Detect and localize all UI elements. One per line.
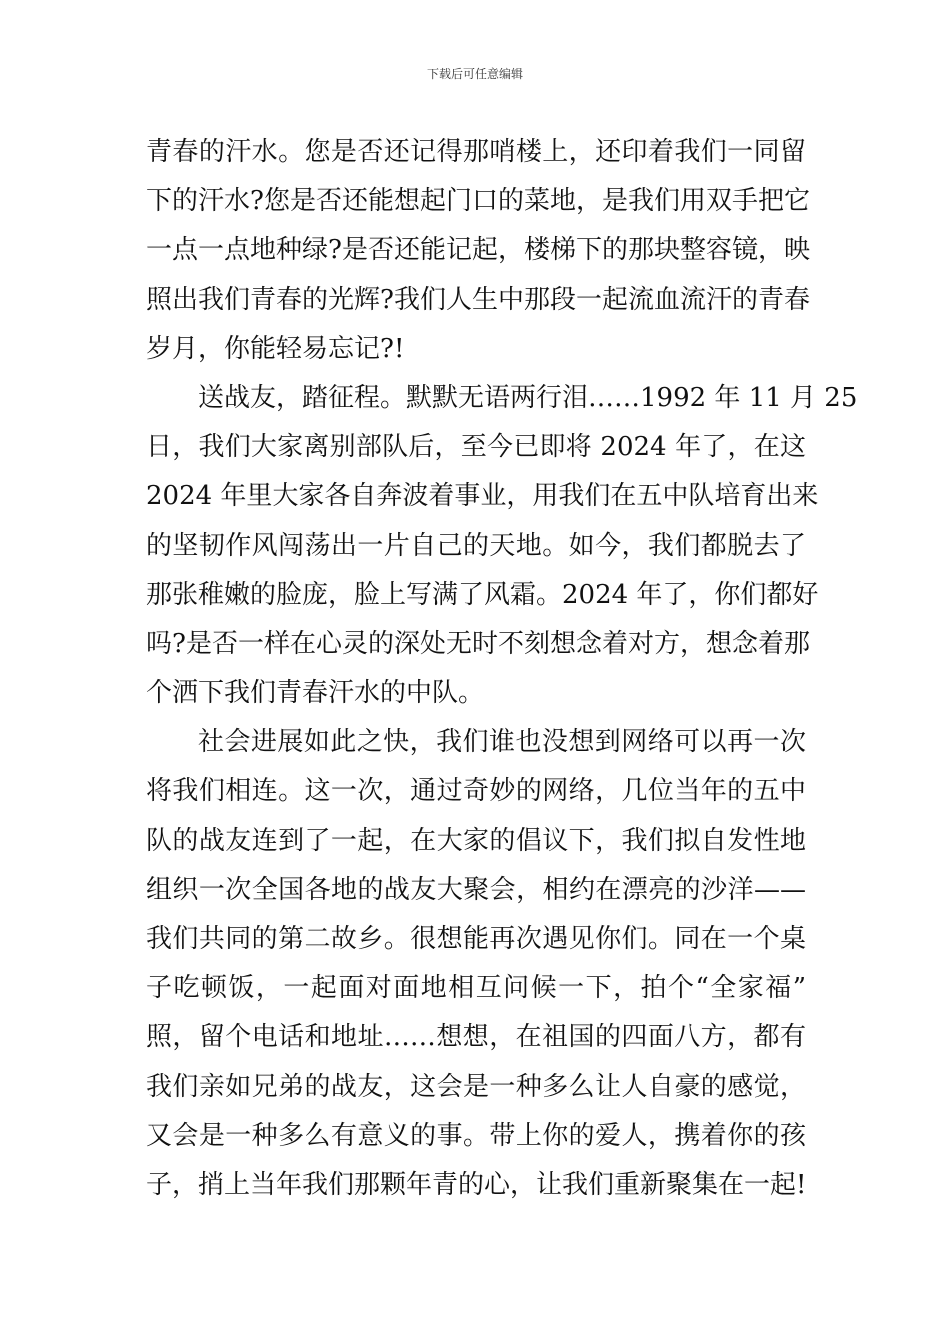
text-line: 子吃顿饭，一起面对面地相互问候一下，拍个“全家福” [146,973,806,1004]
text-line: 岁月，你能轻易忘记?! [146,333,405,364]
text-line: 吗?是否一样在心灵的深处无时不刻想念着对方，想念着那 [146,628,810,659]
text-line: 我们亲如兄弟的战友，这会是一种多么让人自豪的感觉， [146,1071,806,1102]
text-line: 又会是一种多么有意义的事。带上你的爱人，携着你的孩 [146,1120,806,1151]
text-line: 子，捎上当年我们那颗年青的心，让我们重新聚集在一起! [146,1169,807,1200]
text-line: 组织一次全国各地的战友大聚会，相约在漂亮的沙洋—— [146,874,806,905]
text-line: 将我们相连。这一次，通过奇妙的网络，几位当年的五中 [146,776,806,807]
page-header: 下载后可任意编辑 [426,67,523,81]
text-line: 一点一点地种绿?是否还能记起，楼梯下的那块整容镜，映 [146,235,810,266]
text-line: 队的战友连到了一起，在大家的倡议下，我们拟自发性地 [146,825,806,856]
text-line: 下的汗水?您是否还能想起门口的菜地，是我们用双手把它 [146,186,810,217]
paragraph [146,374,858,718]
text-line: 个洒下我们青春汗水的中队。 [146,678,485,709]
body-text [146,128,858,1210]
text-line: 2024 年里大家各自奔波着事业，用我们在五中队培育出来 [146,481,819,512]
text-line: 送战友，踏征程。默默无语两行泪……1992 年 11 月 25 [198,382,858,413]
text-line: 照，留个电话和地址……想想，在祖国的四面八方，都有 [146,1022,806,1053]
paragraph [146,718,806,1210]
text-line: 那张稚嫩的脸庞，脸上写满了风霜。2024 年了，你们都好 [146,579,819,610]
text-line: 日，我们大家离别部队后，至今已即将 2024 年了，在这 [146,432,806,463]
text-line: 的坚韧作风闯荡出一片自己的天地。如今，我们都脱去了 [146,530,806,561]
paragraph [146,128,810,374]
text-line: 青春的汗水。您是否还记得那哨楼上，还印着我们一同留 [146,137,806,167]
text-line: 社会进展如此之快，我们谁也没想到网络可以再一次 [198,727,806,758]
text-line: 我们共同的第二故乡。很想能再次遇见你们。同在一个桌 [146,924,806,954]
text-line: 照出我们青春的光辉?我们人生中那段一起流血流汗的青春 [146,284,810,315]
